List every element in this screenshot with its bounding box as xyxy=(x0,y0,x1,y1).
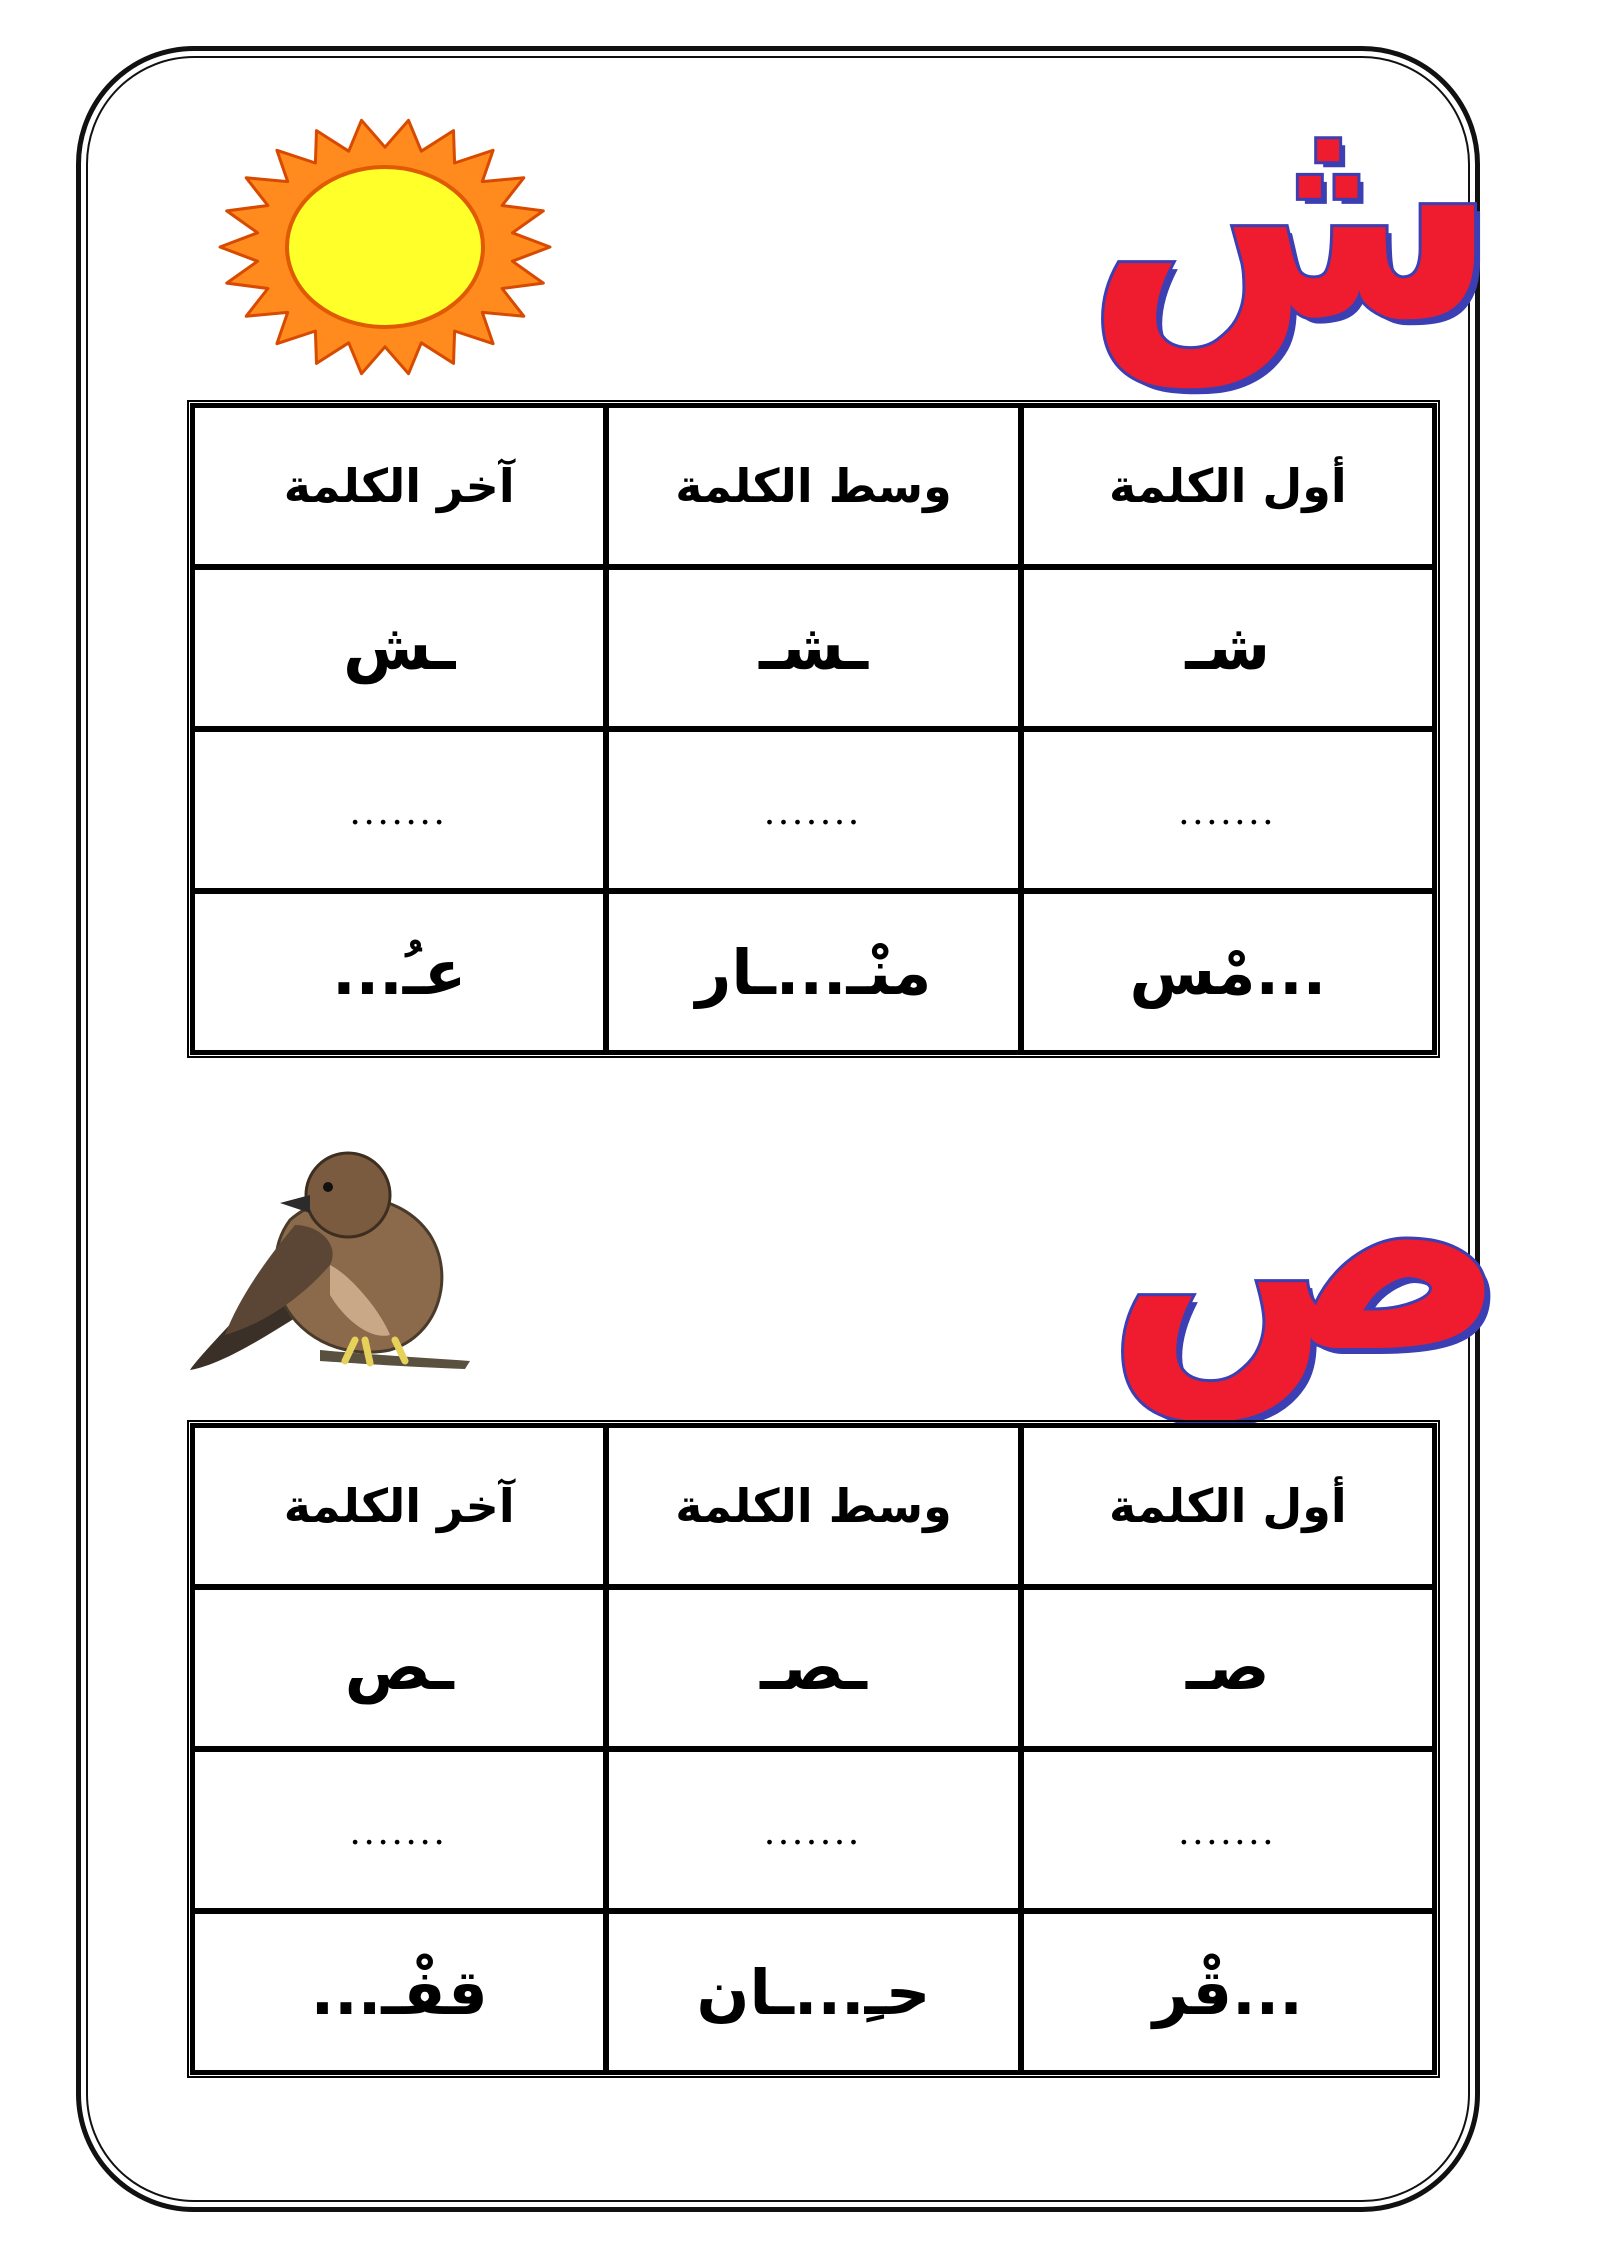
word-cell-medial xyxy=(606,891,1020,1053)
letter-saad: ص xyxy=(1105,1070,1509,1419)
falcon-head xyxy=(306,1153,390,1237)
blank-cell-initial[interactable] xyxy=(1021,729,1435,891)
sun-body xyxy=(287,167,483,327)
form-final: ـص xyxy=(344,1631,454,1705)
header-first: أول الكلمة xyxy=(1109,1479,1347,1533)
words-row xyxy=(192,1911,1435,2073)
word-initial: ...قْر xyxy=(1152,1955,1303,2029)
blank-initial: ....... xyxy=(1178,1807,1277,1853)
letter-sheen: ش xyxy=(1085,37,1499,386)
sun-image xyxy=(215,115,555,380)
falcon-beak xyxy=(280,1195,310,1213)
table-header-row xyxy=(192,405,1435,567)
word-medial: حـِ...ـان xyxy=(696,1955,931,2029)
falcon-image xyxy=(180,1125,530,1390)
form-initial: شـ xyxy=(1185,611,1271,685)
word-cell-initial xyxy=(1021,891,1435,1053)
letter-forms-table-saad xyxy=(187,1420,1440,2078)
word-final: قفْـ... xyxy=(310,1955,488,2029)
blank-cell-final[interactable] xyxy=(192,729,606,891)
blank-cell-initial[interactable] xyxy=(1021,1749,1435,1911)
blank-cell-final[interactable] xyxy=(192,1749,606,1911)
form-cell-initial xyxy=(1021,1587,1435,1749)
form-cell-final xyxy=(192,567,606,729)
word-final: عـُ... xyxy=(332,935,467,1009)
header-first: أول الكلمة xyxy=(1109,459,1347,513)
header-middle: وسط الكلمة xyxy=(675,459,952,513)
form-cell-medial xyxy=(606,1587,1020,1749)
word-initial: ...مْس xyxy=(1129,935,1327,1009)
header-cell-first xyxy=(1021,405,1435,567)
form-cell-final xyxy=(192,1587,606,1749)
blank-initial: ....... xyxy=(1178,787,1277,833)
table-header-row xyxy=(192,1425,1435,1587)
blank-cell-medial[interactable] xyxy=(606,1749,1020,1911)
blank-cell-medial[interactable] xyxy=(606,729,1020,891)
header-cell-first xyxy=(1021,1425,1435,1587)
word-cell-final xyxy=(192,1911,606,2073)
word-cell-final xyxy=(192,891,606,1053)
header-cell-middle xyxy=(606,1425,1020,1587)
header-middle: وسط الكلمة xyxy=(675,1479,952,1533)
forms-row xyxy=(192,567,1435,729)
word-cell-medial xyxy=(606,1911,1020,2073)
form-final: ـش xyxy=(343,611,456,685)
blanks-row xyxy=(192,729,1435,891)
words-row xyxy=(192,891,1435,1053)
word-cell-initial xyxy=(1021,1911,1435,2073)
forms-row xyxy=(192,1587,1435,1749)
form-cell-medial xyxy=(606,567,1020,729)
blank-medial: ....... xyxy=(764,1807,863,1853)
header-cell-last xyxy=(192,1425,606,1587)
blank-final: ....... xyxy=(350,1807,449,1853)
form-medial: ـصـ xyxy=(760,1631,867,1705)
blanks-row xyxy=(192,1749,1435,1911)
header-cell-last xyxy=(192,405,606,567)
blank-medial: ....... xyxy=(764,787,863,833)
form-medial: ـشـ xyxy=(759,611,868,685)
header-last: آخر الكلمة xyxy=(283,1479,515,1533)
header-last: آخر الكلمة xyxy=(283,459,515,513)
letter-forms-table-sheen xyxy=(187,400,1440,1058)
header-cell-middle xyxy=(606,405,1020,567)
word-medial: منْـ...ـار xyxy=(695,935,932,1009)
falcon-eye xyxy=(323,1182,333,1192)
form-initial: صـ xyxy=(1185,1631,1270,1705)
form-cell-initial xyxy=(1021,567,1435,729)
blank-final: ....... xyxy=(350,787,449,833)
